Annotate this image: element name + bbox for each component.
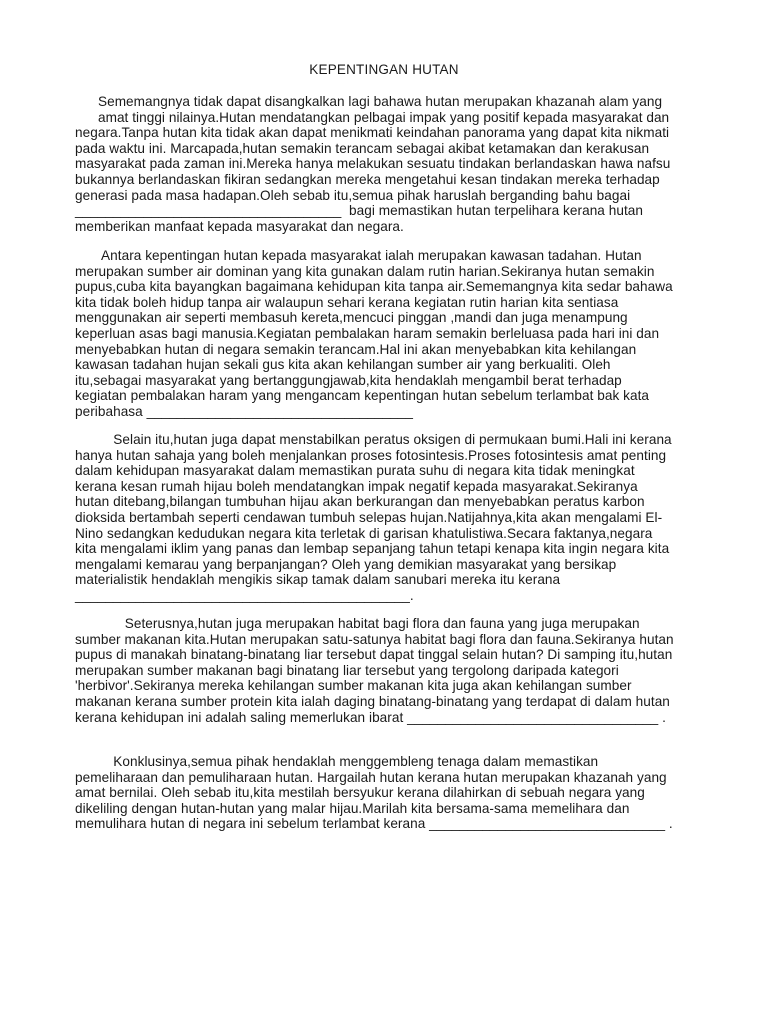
document-title: KEPENTINGAN HUTAN — [309, 62, 459, 77]
text-line: mengalami kemarau yang berpanjangan? Oleh yang demikian masyarakat yang bersikap — [75, 556, 617, 572]
text-line: kegiatan pembalakan haram yang mengancam kepentingan hutan sebelum terlambat bak kata — [75, 388, 650, 404]
text-line: dalam kehidupan masyarakat dalam memastikan purata suhu di negara kita tidak meningkat — [75, 463, 635, 479]
paragraph-konklusi — [75, 754, 700, 832]
text-line: merupakan sumber makanan bagi binatang liar tersebut yang tergolong daripada kategori — [75, 662, 619, 678]
text-line: pupus,cuba kita bayangkan bagaimana kehidupan kita tanpa air.Sememangnya kita sedar bahawa — [75, 279, 673, 295]
text-line: itu,sebagai masyarakat yang bertanggungjawab,kita hendaklah mengambil berat terhadap — [75, 372, 622, 388]
text-line: amat bernilai. Oleh sebab itu,kita mestilah bersyukur kerana dilahirkan di sebuah negara yang — [75, 785, 645, 801]
text-line: amat tinggi nilainya.Hutan mendatangkan pelbagai impak yang positif kepada masyarakat dan — [75, 109, 670, 125]
text-line: masyarakat pada zaman ini.Mereka hanya melakukan sesuatu tindakan berlandaskan hawa nafsu — [75, 156, 671, 172]
text-line: menyebabkan hutan di negara semakin terancam.Hal ini akan menyebabkan kita kehilangan — [75, 341, 637, 357]
text-line: Sememangnya tidak dapat disangkalkan lagi bahawa hutan merupakan khazanah alam yang — [75, 94, 663, 109]
text-line: kita mengalami iklim yang panas dan lembap sepanjang tahun tetapi kenapa kita ingin negara kita — [75, 541, 670, 557]
text-line: memberikan manfaat kepada masyarakat dan negara. — [75, 218, 404, 234]
text-line: pemeliharaan dan pemuliharaan hutan. Hargailah hutan kerana hutan merupakan khazanah yang — [75, 769, 667, 785]
text-line: pada waktu ini. Marcapada,hutan semakin terancam sebagai akibat ketamakan dan kerakusan — [75, 140, 650, 156]
text-line: Seterusnya,hutan juga merupakan habitat bagi flora dan fauna yang juga merupakan — [75, 616, 640, 631]
text-line: Antara kepentingan hutan kepada masyarakat ialah merupakan kawasan tadahan. Hutan — [75, 248, 642, 263]
text-line-with-blank: kerana kehidupan ini adalah saling memerlukan ibarat _________________________________ . — [75, 709, 666, 725]
paragraph-oksigen — [75, 432, 700, 604]
text-line: kita tidak boleh hidup tanpa air walaupun sehari kerana kegiatan rutin harian kita sentiasa — [75, 294, 619, 310]
text-line: kawasan tadahan hujan sekali gus kita akan kehilangan sumber air yang berkualiti. Oleh — [75, 357, 611, 373]
text-line: keperluan asas bagi manusia.Kegiatan pembalakan haram semakin berleluasa pada hari ini dan — [75, 325, 660, 341]
text-line-with-blank: ___________________________________ bagi memastikan hutan terpelihara kerana hutan — [75, 203, 644, 219]
text-line: Nino sedangkan kedudukan negara kita terletak di garisan khatulistiwa.Secara faktanya,negara — [75, 525, 653, 541]
text-line: Selain itu,hutan juga dapat menstabilkan peratus oksigen di permukaan bumi.Hali ini kerana — [75, 432, 672, 447]
text-line-with-blank: ____________________________________________. — [75, 587, 414, 603]
paragraph-intro — [75, 94, 700, 234]
paragraph-habitat — [75, 616, 700, 725]
text-line: bukannya berlandaskan fikiran sedangkan mereka mengetahui kesan tindakan mereka terhadap — [75, 171, 660, 187]
text-line: sumber makanan kita.Hutan merupakan satu-satunya habitat bagi flora dan fauna.Sekiranya hutan — [75, 631, 674, 647]
text-line-with-blank: peribahasa ___________________________________ — [75, 403, 413, 419]
text-line: generasi pada masa hadapan.Oleh sebab itu,semua pihak haruslah berganding bahu bagai — [75, 187, 631, 203]
text-line: merupakan sumber air dominan yang kita gunakan dalam rutin harian.Sekiranya hutan semakin — [75, 263, 655, 279]
text-line: pupus di manakah binatang-binatang liar tersebut dapat tinggal selain hutan? Di samping itu,hutan — [75, 647, 673, 663]
text-line: negara.Tanpa hutan kita tidak akan dapat menikmati keindahan panorama yang dapat kita nikmati — [75, 125, 670, 141]
text-line: menggunakan air seperti membasuh kereta,mencuci pinggan ,mandi dan juga menampung — [75, 310, 628, 326]
text-line: Konklusinya,semua pihak hendaklah menggembleng tenaga dalam memastikan — [75, 754, 599, 769]
text-line: kerana kesan rumah hijau boleh mendatangkan impak negatif kepada masyarakat.Sekiranya — [75, 478, 638, 494]
text-line: hanya hutan sahaja yang boleh menjalankan proses fotosintesis.Proses fotosintesis amat penting — [75, 447, 667, 463]
text-line-with-blank: memulihara hutan di negara ini sebelum terlambat kerana _______________________________ . — [75, 816, 673, 832]
text-line: 'herbivor'.Sekiranya mereka kehilangan sumber makanan kita juga akan kehilangan sumber — [75, 678, 632, 694]
text-line: hutan ditebang,bilangan tumbuhan hijau akan berkurangan dan menyebabkan peratus karbon — [75, 494, 645, 510]
text-line: materialistik hendaklah mengikis sikap tamak dalam sanubari mereka itu kerana — [75, 572, 561, 588]
paragraph-kawasan-tadahan — [75, 248, 700, 420]
text-line: dioksida bertambah seperti cendawan tumbuh selepas hujan.Natijahnya,kita akan mengalami El- — [75, 509, 663, 525]
text-line: makanan kerana sumber protein kita ialah daging binatang-binatang yang terdapat di dalam hutan — [75, 693, 670, 709]
text-line: dikeliling dengan hutan-hutan yang malar hijau.Marilah kita bersama-sama memelihara dan — [75, 800, 630, 816]
